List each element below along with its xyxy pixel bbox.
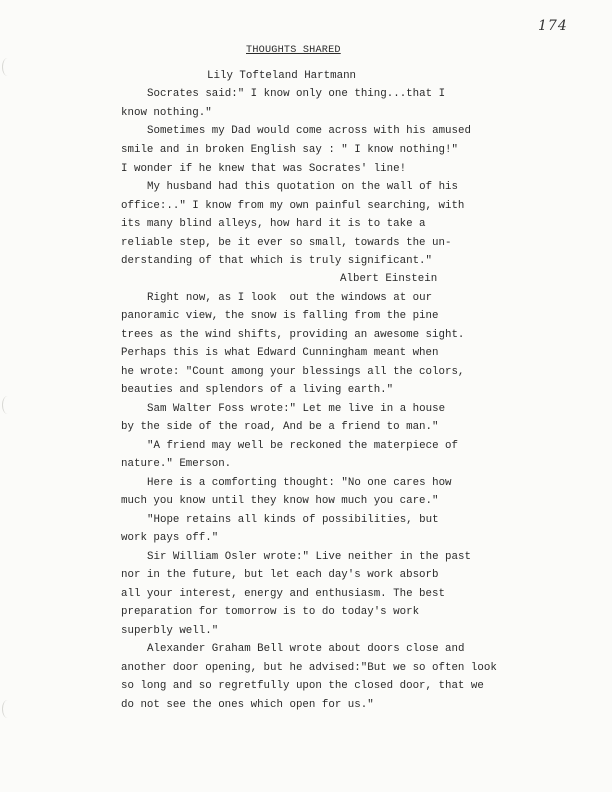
text-line: reliable step, be it ever so small, towards the un- [121,237,452,249]
text-line: Socrates said:" I know only one thing...that I [147,88,446,100]
text-line: by the side of the road, And be a friend to man." [121,421,439,433]
text-line: Sam Walter Foss wrote:" Let me live in a house [147,403,446,415]
text-line: Sometimes my Dad would come across with his amused [147,125,471,137]
text-line: work pays off." [121,532,219,544]
text-line: trees as the wind shifts, providing an awesome sight. [121,329,465,341]
text-line: beauties and splendors of a living earth." [121,384,394,396]
text-line: smile and in broken English say : " I know nothing!" [121,144,458,156]
text-line: Sir William Osler wrote:" Live neither in the past [147,551,471,563]
text-line: do not see the ones which open for us." [121,699,374,711]
text-line: Right now, as I look out the windows at our [147,292,433,304]
text-line: I wonder if he knew that was Socrates' line! [121,163,407,175]
punch-hole-mark [2,700,13,718]
quote-attribution: Albert Einstein [340,273,438,285]
author-name: Lily Tofteland Hartmann [207,70,357,82]
text-line: its many blind alleys, how hard it is to take a [121,218,426,230]
punch-hole-mark [2,396,13,414]
document-title: THOUGHTS SHARED [246,45,341,56]
text-line: My husband had this quotation on the wall of his [147,181,459,193]
text-line: office:.." I know from my own painful searching, with [121,200,465,212]
text-line: "Hope retains all kinds of possibilities, but [147,514,439,526]
text-line: nature." Emerson. [121,458,232,470]
text-line: much you know until they know how much you care." [121,495,439,507]
text-line: nor in the future, but let each day's work absorb [121,569,439,581]
text-line: Here is a comforting thought: "No one cares how [147,477,452,489]
text-line: so long and so regretfully upon the closed door, that we [121,680,484,692]
punch-hole-mark [2,58,13,76]
text-line: preparation for tomorrow is to do today's work [121,606,420,618]
text-line: Alexander Graham Bell wrote about doors close and [147,643,465,655]
text-line: Perhaps this is what Edward Cunningham meant when [121,347,439,359]
text-line: superbly well." [121,625,219,637]
text-line: another door opening, but he advised:"But we so often look [121,662,497,674]
page-number: 174 [538,18,568,34]
text-line: he wrote: "Count among your blessings all the colors, [121,366,465,378]
text-line: derstanding of that which is truly significant." [121,255,433,267]
text-line: all your interest, energy and enthusiasm. The best [121,588,445,600]
text-line: "A friend may well be reckoned the materpiece of [147,440,459,452]
text-line: know nothing." [121,107,212,119]
text-line: panoramic view, the snow is falling from the pine [121,310,439,322]
